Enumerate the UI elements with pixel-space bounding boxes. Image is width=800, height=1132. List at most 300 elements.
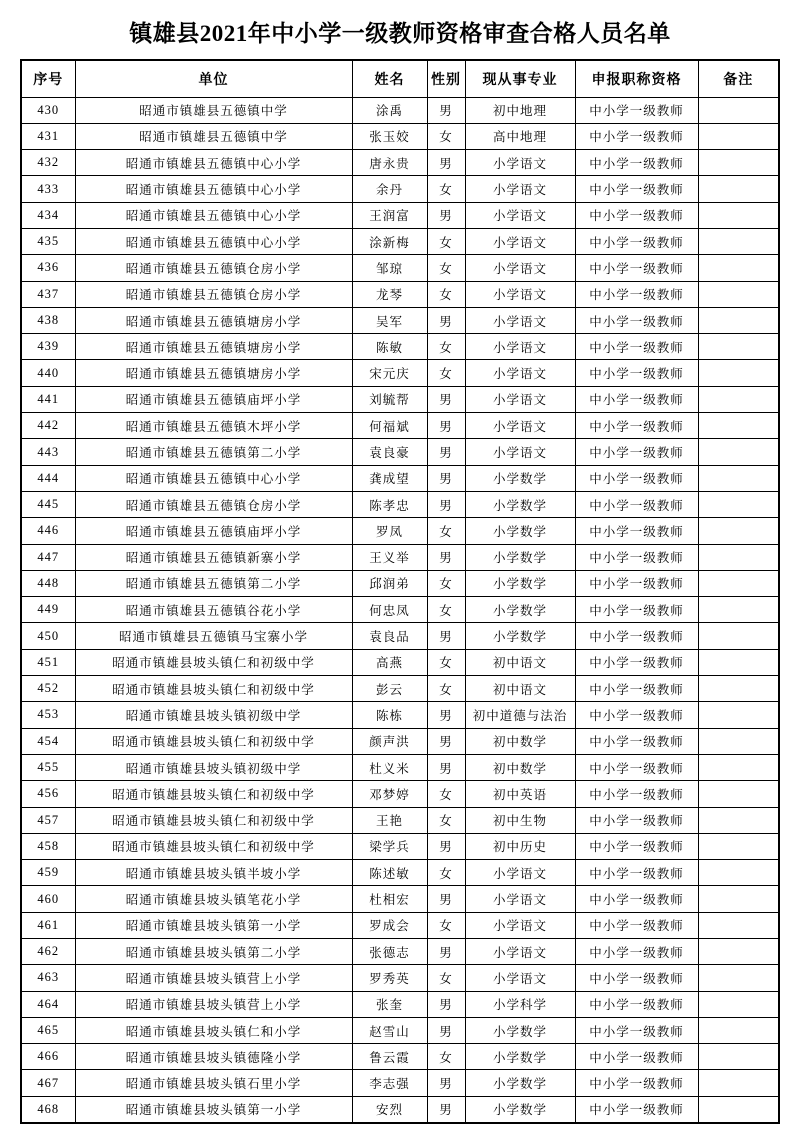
cell-name: 陈栋 — [352, 702, 427, 728]
cell-unit: 昭通市镇雄县坡头镇仁和初级中学 — [75, 833, 352, 859]
cell-subject: 初中语文 — [465, 649, 575, 675]
cell-unit: 昭通市镇雄县五德镇庙坪小学 — [75, 518, 352, 544]
table-row — [21, 255, 779, 281]
cell-subject: 小学数学 — [465, 465, 575, 491]
cell-name: 袁良豪 — [352, 439, 427, 465]
cell-index: 446 — [21, 518, 75, 544]
roster-table — [20, 59, 780, 1124]
cell-qualification: 中小学一级教师 — [575, 570, 698, 596]
table-row — [21, 754, 779, 780]
cell-name: 高燕 — [352, 649, 427, 675]
cell-qualification: 中小学一级教师 — [575, 623, 698, 649]
cell-qualification: 中小学一级教师 — [575, 386, 698, 412]
cell-qualification: 中小学一级教师 — [575, 465, 698, 491]
cell-name: 梁学兵 — [352, 833, 427, 859]
cell-index: 443 — [21, 439, 75, 465]
cell-index: 445 — [21, 491, 75, 517]
cell-remark — [698, 754, 779, 780]
cell-gender: 女 — [427, 176, 465, 202]
cell-index: 466 — [21, 1044, 75, 1070]
cell-index: 459 — [21, 860, 75, 886]
cell-subject: 小学数学 — [465, 1070, 575, 1096]
cell-index: 457 — [21, 807, 75, 833]
cell-qualification: 中小学一级教师 — [575, 1017, 698, 1043]
cell-qualification: 中小学一级教师 — [575, 544, 698, 570]
table-row — [21, 491, 779, 517]
cell-remark — [698, 860, 779, 886]
table-body — [21, 97, 779, 1123]
cell-remark — [698, 1096, 779, 1122]
cell-qualification: 中小学一级教师 — [575, 597, 698, 623]
cell-subject: 初中语文 — [465, 676, 575, 702]
table-row — [21, 965, 779, 991]
cell-index: 455 — [21, 754, 75, 780]
cell-subject: 小学数学 — [465, 1044, 575, 1070]
cell-qualification: 中小学一级教师 — [575, 307, 698, 333]
cell-unit: 昭通市镇雄县坡头镇营上小学 — [75, 991, 352, 1017]
cell-unit: 昭通市镇雄县五德镇中学 — [75, 97, 352, 123]
cell-gender: 女 — [427, 649, 465, 675]
cell-index: 461 — [21, 912, 75, 938]
cell-unit: 昭通市镇雄县五德镇木坪小学 — [75, 413, 352, 439]
cell-subject: 小学科学 — [465, 991, 575, 1017]
cell-unit: 昭通市镇雄县坡头镇仁和初级中学 — [75, 676, 352, 702]
cell-name: 陈敏 — [352, 334, 427, 360]
cell-gender: 女 — [427, 1044, 465, 1070]
cell-gender: 男 — [427, 991, 465, 1017]
cell-remark — [698, 176, 779, 202]
cell-name: 张德志 — [352, 939, 427, 965]
cell-subject: 小学数学 — [465, 544, 575, 570]
cell-remark — [698, 413, 779, 439]
cell-remark — [698, 781, 779, 807]
cell-gender: 男 — [427, 754, 465, 780]
cell-remark — [698, 491, 779, 517]
page-title: 镇雄县2021年中小学一级教师资格审查合格人员名单 — [129, 21, 671, 46]
cell-qualification: 中小学一级教师 — [575, 176, 698, 202]
table-header-row — [21, 60, 779, 97]
cell-unit: 昭通市镇雄县五德镇谷花小学 — [75, 597, 352, 623]
cell-name: 罗成会 — [352, 912, 427, 938]
cell-gender: 女 — [427, 570, 465, 596]
cell-gender: 男 — [427, 728, 465, 754]
cell-remark — [698, 1017, 779, 1043]
table-row — [21, 597, 779, 623]
cell-index: 431 — [21, 123, 75, 149]
cell-gender: 男 — [427, 97, 465, 123]
cell-gender: 男 — [427, 1017, 465, 1043]
cell-gender: 男 — [427, 386, 465, 412]
cell-index: 430 — [21, 97, 75, 123]
table-header — [21, 60, 779, 97]
cell-unit: 昭通市镇雄县五德镇仓房小学 — [75, 281, 352, 307]
cell-remark — [698, 623, 779, 649]
cell-remark — [698, 281, 779, 307]
cell-remark — [698, 465, 779, 491]
cell-remark — [698, 886, 779, 912]
cell-gender: 男 — [427, 465, 465, 491]
cell-gender: 女 — [427, 360, 465, 386]
cell-gender: 女 — [427, 807, 465, 833]
table-row — [21, 281, 779, 307]
table-row — [21, 1044, 779, 1070]
cell-subject: 高中地理 — [465, 123, 575, 149]
cell-unit: 昭通市镇雄县坡头镇仁和小学 — [75, 1017, 352, 1043]
cell-qualification: 中小学一级教师 — [575, 807, 698, 833]
cell-qualification: 中小学一级教师 — [575, 702, 698, 728]
cell-subject: 初中历史 — [465, 833, 575, 859]
table-row — [21, 702, 779, 728]
table-row — [21, 1096, 779, 1122]
cell-subject: 小学语文 — [465, 307, 575, 333]
cell-name: 袁良品 — [352, 623, 427, 649]
cell-qualification: 中小学一级教师 — [575, 886, 698, 912]
header-cell-unit: 单位 — [75, 60, 352, 97]
cell-gender: 女 — [427, 228, 465, 254]
cell-name: 鲁云霞 — [352, 1044, 427, 1070]
cell-subject: 小学语文 — [465, 886, 575, 912]
cell-qualification: 中小学一级教师 — [575, 255, 698, 281]
cell-subject: 小学数学 — [465, 1017, 575, 1043]
cell-subject: 小学语文 — [465, 150, 575, 176]
table-row — [21, 518, 779, 544]
cell-gender: 女 — [427, 334, 465, 360]
table-row — [21, 939, 779, 965]
cell-gender: 男 — [427, 307, 465, 333]
cell-name: 龙琴 — [352, 281, 427, 307]
cell-name: 李志强 — [352, 1070, 427, 1096]
cell-gender: 女 — [427, 912, 465, 938]
cell-subject: 小学数学 — [465, 570, 575, 596]
cell-name: 王艳 — [352, 807, 427, 833]
cell-unit: 昭通市镇雄县坡头镇初级中学 — [75, 702, 352, 728]
header-cell-gender: 性别 — [427, 60, 465, 97]
cell-index: 435 — [21, 228, 75, 254]
cell-gender: 女 — [427, 123, 465, 149]
cell-index: 436 — [21, 255, 75, 281]
cell-index: 467 — [21, 1070, 75, 1096]
cell-index: 448 — [21, 570, 75, 596]
cell-name: 余丹 — [352, 176, 427, 202]
cell-name: 颜声洪 — [352, 728, 427, 754]
table-row — [21, 334, 779, 360]
cell-index: 464 — [21, 991, 75, 1017]
cell-remark — [698, 676, 779, 702]
cell-index: 454 — [21, 728, 75, 754]
cell-subject: 初中英语 — [465, 781, 575, 807]
cell-unit: 昭通市镇雄县坡头镇笔花小学 — [75, 886, 352, 912]
cell-gender: 男 — [427, 702, 465, 728]
cell-qualification: 中小学一级教师 — [575, 518, 698, 544]
cell-name: 何忠凤 — [352, 597, 427, 623]
cell-remark — [698, 1070, 779, 1096]
cell-gender: 男 — [427, 1070, 465, 1096]
cell-unit: 昭通市镇雄县坡头镇半坡小学 — [75, 860, 352, 886]
cell-qualification: 中小学一级教师 — [575, 150, 698, 176]
cell-name: 陈述敏 — [352, 860, 427, 886]
cell-index: 444 — [21, 465, 75, 491]
cell-subject: 小学语文 — [465, 228, 575, 254]
cell-unit: 昭通市镇雄县五德镇马宝寨小学 — [75, 623, 352, 649]
cell-remark — [698, 649, 779, 675]
cell-qualification: 中小学一级教师 — [575, 123, 698, 149]
table-row — [21, 676, 779, 702]
cell-qualification: 中小学一级教师 — [575, 991, 698, 1017]
table-row — [21, 439, 779, 465]
cell-unit: 昭通市镇雄县坡头镇仁和初级中学 — [75, 728, 352, 754]
cell-name: 邓梦婷 — [352, 781, 427, 807]
table-row — [21, 202, 779, 228]
cell-remark — [698, 702, 779, 728]
cell-subject: 小学语文 — [465, 939, 575, 965]
header-cell-qualification: 申报职称资格 — [575, 60, 698, 97]
table-row — [21, 123, 779, 149]
cell-gender: 男 — [427, 886, 465, 912]
cell-subject: 小学语文 — [465, 255, 575, 281]
table-row — [21, 97, 779, 123]
table-row — [21, 886, 779, 912]
table-row — [21, 176, 779, 202]
cell-gender: 男 — [427, 623, 465, 649]
cell-index: 465 — [21, 1017, 75, 1043]
table-row — [21, 465, 779, 491]
header-cell-index: 序号 — [21, 60, 75, 97]
table-row — [21, 649, 779, 675]
cell-remark — [698, 570, 779, 596]
cell-subject: 小学语文 — [465, 334, 575, 360]
cell-remark — [698, 728, 779, 754]
cell-remark — [698, 150, 779, 176]
cell-name: 赵雪山 — [352, 1017, 427, 1043]
cell-remark — [698, 123, 779, 149]
cell-gender: 女 — [427, 676, 465, 702]
cell-remark — [698, 97, 779, 123]
cell-unit: 昭通市镇雄县五德镇塘房小学 — [75, 360, 352, 386]
cell-unit: 昭通市镇雄县坡头镇德隆小学 — [75, 1044, 352, 1070]
cell-unit: 昭通市镇雄县五德镇中学 — [75, 123, 352, 149]
cell-remark — [698, 912, 779, 938]
table-row — [21, 150, 779, 176]
cell-subject: 小学语文 — [465, 281, 575, 307]
cell-qualification: 中小学一级教师 — [575, 202, 698, 228]
cell-qualification: 中小学一级教师 — [575, 676, 698, 702]
cell-qualification: 中小学一级教师 — [575, 649, 698, 675]
cell-qualification: 中小学一级教师 — [575, 912, 698, 938]
cell-unit: 昭通市镇雄县五德镇塘房小学 — [75, 307, 352, 333]
cell-remark — [698, 991, 779, 1017]
cell-gender: 女 — [427, 518, 465, 544]
cell-gender: 男 — [427, 544, 465, 570]
cell-qualification: 中小学一级教师 — [575, 754, 698, 780]
cell-qualification: 中小学一级教师 — [575, 860, 698, 886]
cell-index: 432 — [21, 150, 75, 176]
cell-remark — [698, 439, 779, 465]
cell-name: 王润富 — [352, 202, 427, 228]
cell-unit: 昭通市镇雄县五德镇中心小学 — [75, 465, 352, 491]
cell-subject: 小学数学 — [465, 597, 575, 623]
cell-index: 453 — [21, 702, 75, 728]
cell-gender: 男 — [427, 413, 465, 439]
cell-remark — [698, 544, 779, 570]
cell-gender: 男 — [427, 833, 465, 859]
cell-remark — [698, 228, 779, 254]
cell-name: 刘毓帮 — [352, 386, 427, 412]
cell-subject: 小学语文 — [465, 439, 575, 465]
cell-gender: 男 — [427, 150, 465, 176]
cell-qualification: 中小学一级教师 — [575, 413, 698, 439]
cell-subject: 小学数学 — [465, 491, 575, 517]
cell-remark — [698, 518, 779, 544]
cell-qualification: 中小学一级教师 — [575, 491, 698, 517]
cell-gender: 男 — [427, 202, 465, 228]
cell-name: 杜相宏 — [352, 886, 427, 912]
cell-index: 439 — [21, 334, 75, 360]
table-row — [21, 860, 779, 886]
cell-unit: 昭通市镇雄县五德镇中心小学 — [75, 228, 352, 254]
cell-remark — [698, 965, 779, 991]
cell-subject: 初中数学 — [465, 754, 575, 780]
header-cell-name: 姓名 — [352, 60, 427, 97]
cell-name: 涂禹 — [352, 97, 427, 123]
cell-index: 451 — [21, 649, 75, 675]
cell-index: 440 — [21, 360, 75, 386]
cell-unit: 昭通市镇雄县坡头镇仁和初级中学 — [75, 649, 352, 675]
cell-gender: 女 — [427, 255, 465, 281]
cell-qualification: 中小学一级教师 — [575, 728, 698, 754]
cell-qualification: 中小学一级教师 — [575, 228, 698, 254]
cell-index: 438 — [21, 307, 75, 333]
cell-subject: 初中道德与法治 — [465, 702, 575, 728]
cell-subject: 小学语文 — [465, 912, 575, 938]
table-row — [21, 623, 779, 649]
cell-unit: 昭通市镇雄县五德镇仓房小学 — [75, 255, 352, 281]
table-row — [21, 991, 779, 1017]
cell-name: 张奎 — [352, 991, 427, 1017]
header-cell-subject: 现从事专业 — [465, 60, 575, 97]
cell-index: 462 — [21, 939, 75, 965]
cell-remark — [698, 833, 779, 859]
cell-gender: 男 — [427, 491, 465, 517]
cell-subject: 初中数学 — [465, 728, 575, 754]
cell-qualification: 中小学一级教师 — [575, 439, 698, 465]
cell-remark — [698, 939, 779, 965]
cell-gender: 男 — [427, 1096, 465, 1122]
cell-qualification: 中小学一级教师 — [575, 781, 698, 807]
cell-index: 468 — [21, 1096, 75, 1122]
cell-name: 邹琼 — [352, 255, 427, 281]
table-row — [21, 1017, 779, 1043]
cell-subject: 小学语文 — [465, 360, 575, 386]
cell-gender: 女 — [427, 860, 465, 886]
table-row — [21, 807, 779, 833]
table-row — [21, 912, 779, 938]
cell-name: 陈孝忠 — [352, 491, 427, 517]
cell-index: 463 — [21, 965, 75, 991]
cell-unit: 昭通市镇雄县坡头镇初级中学 — [75, 754, 352, 780]
cell-unit: 昭通市镇雄县五德镇中心小学 — [75, 176, 352, 202]
cell-subject: 小学数学 — [465, 1096, 575, 1122]
cell-unit: 昭通市镇雄县五德镇仓房小学 — [75, 491, 352, 517]
cell-gender: 女 — [427, 781, 465, 807]
cell-subject: 初中生物 — [465, 807, 575, 833]
cell-remark — [698, 1044, 779, 1070]
cell-remark — [698, 597, 779, 623]
cell-qualification: 中小学一级教师 — [575, 360, 698, 386]
cell-name: 唐永贵 — [352, 150, 427, 176]
cell-unit: 昭通市镇雄县五德镇中心小学 — [75, 150, 352, 176]
cell-remark — [698, 360, 779, 386]
cell-qualification: 中小学一级教师 — [575, 833, 698, 859]
cell-name: 何福斌 — [352, 413, 427, 439]
cell-subject: 小学语文 — [465, 386, 575, 412]
cell-remark — [698, 307, 779, 333]
table-row — [21, 544, 779, 570]
cell-qualification: 中小学一级教师 — [575, 281, 698, 307]
cell-index: 449 — [21, 597, 75, 623]
cell-unit: 昭通市镇雄县五德镇塘房小学 — [75, 334, 352, 360]
cell-unit: 昭通市镇雄县五德镇庙坪小学 — [75, 386, 352, 412]
table-row — [21, 781, 779, 807]
cell-gender: 女 — [427, 965, 465, 991]
cell-index: 447 — [21, 544, 75, 570]
table-row — [21, 570, 779, 596]
cell-subject: 小学数学 — [465, 518, 575, 544]
cell-subject: 小学语文 — [465, 860, 575, 886]
cell-remark — [698, 255, 779, 281]
cell-name: 杜义米 — [352, 754, 427, 780]
cell-index: 460 — [21, 886, 75, 912]
cell-subject: 小学语文 — [465, 965, 575, 991]
cell-subject: 初中地理 — [465, 97, 575, 123]
table-row — [21, 833, 779, 859]
cell-name: 龚成望 — [352, 465, 427, 491]
cell-name: 宋元庆 — [352, 360, 427, 386]
cell-index: 452 — [21, 676, 75, 702]
cell-index: 456 — [21, 781, 75, 807]
cell-name: 彭云 — [352, 676, 427, 702]
cell-name: 罗凤 — [352, 518, 427, 544]
cell-remark — [698, 807, 779, 833]
cell-name: 安烈 — [352, 1096, 427, 1122]
cell-name: 吴军 — [352, 307, 427, 333]
cell-qualification: 中小学一级教师 — [575, 939, 698, 965]
cell-unit: 昭通市镇雄县坡头镇第二小学 — [75, 939, 352, 965]
cell-qualification: 中小学一级教师 — [575, 1096, 698, 1122]
cell-gender: 男 — [427, 439, 465, 465]
cell-unit: 昭通市镇雄县坡头镇第一小学 — [75, 912, 352, 938]
table-row — [21, 413, 779, 439]
cell-index: 458 — [21, 833, 75, 859]
cell-subject: 小学语文 — [465, 413, 575, 439]
cell-qualification: 中小学一级教师 — [575, 1044, 698, 1070]
cell-unit: 昭通市镇雄县坡头镇石里小学 — [75, 1070, 352, 1096]
cell-remark — [698, 386, 779, 412]
cell-unit: 昭通市镇雄县坡头镇第一小学 — [75, 1096, 352, 1122]
table-row — [21, 1070, 779, 1096]
cell-unit: 昭通市镇雄县五德镇新寨小学 — [75, 544, 352, 570]
cell-qualification: 中小学一级教师 — [575, 97, 698, 123]
cell-unit: 昭通市镇雄县五德镇中心小学 — [75, 202, 352, 228]
cell-subject: 小学语文 — [465, 202, 575, 228]
cell-remark — [698, 202, 779, 228]
cell-subject: 小学语文 — [465, 176, 575, 202]
cell-gender: 女 — [427, 281, 465, 307]
cell-index: 441 — [21, 386, 75, 412]
cell-index: 434 — [21, 202, 75, 228]
cell-name: 王义举 — [352, 544, 427, 570]
table-row — [21, 228, 779, 254]
cell-qualification: 中小学一级教师 — [575, 1070, 698, 1096]
